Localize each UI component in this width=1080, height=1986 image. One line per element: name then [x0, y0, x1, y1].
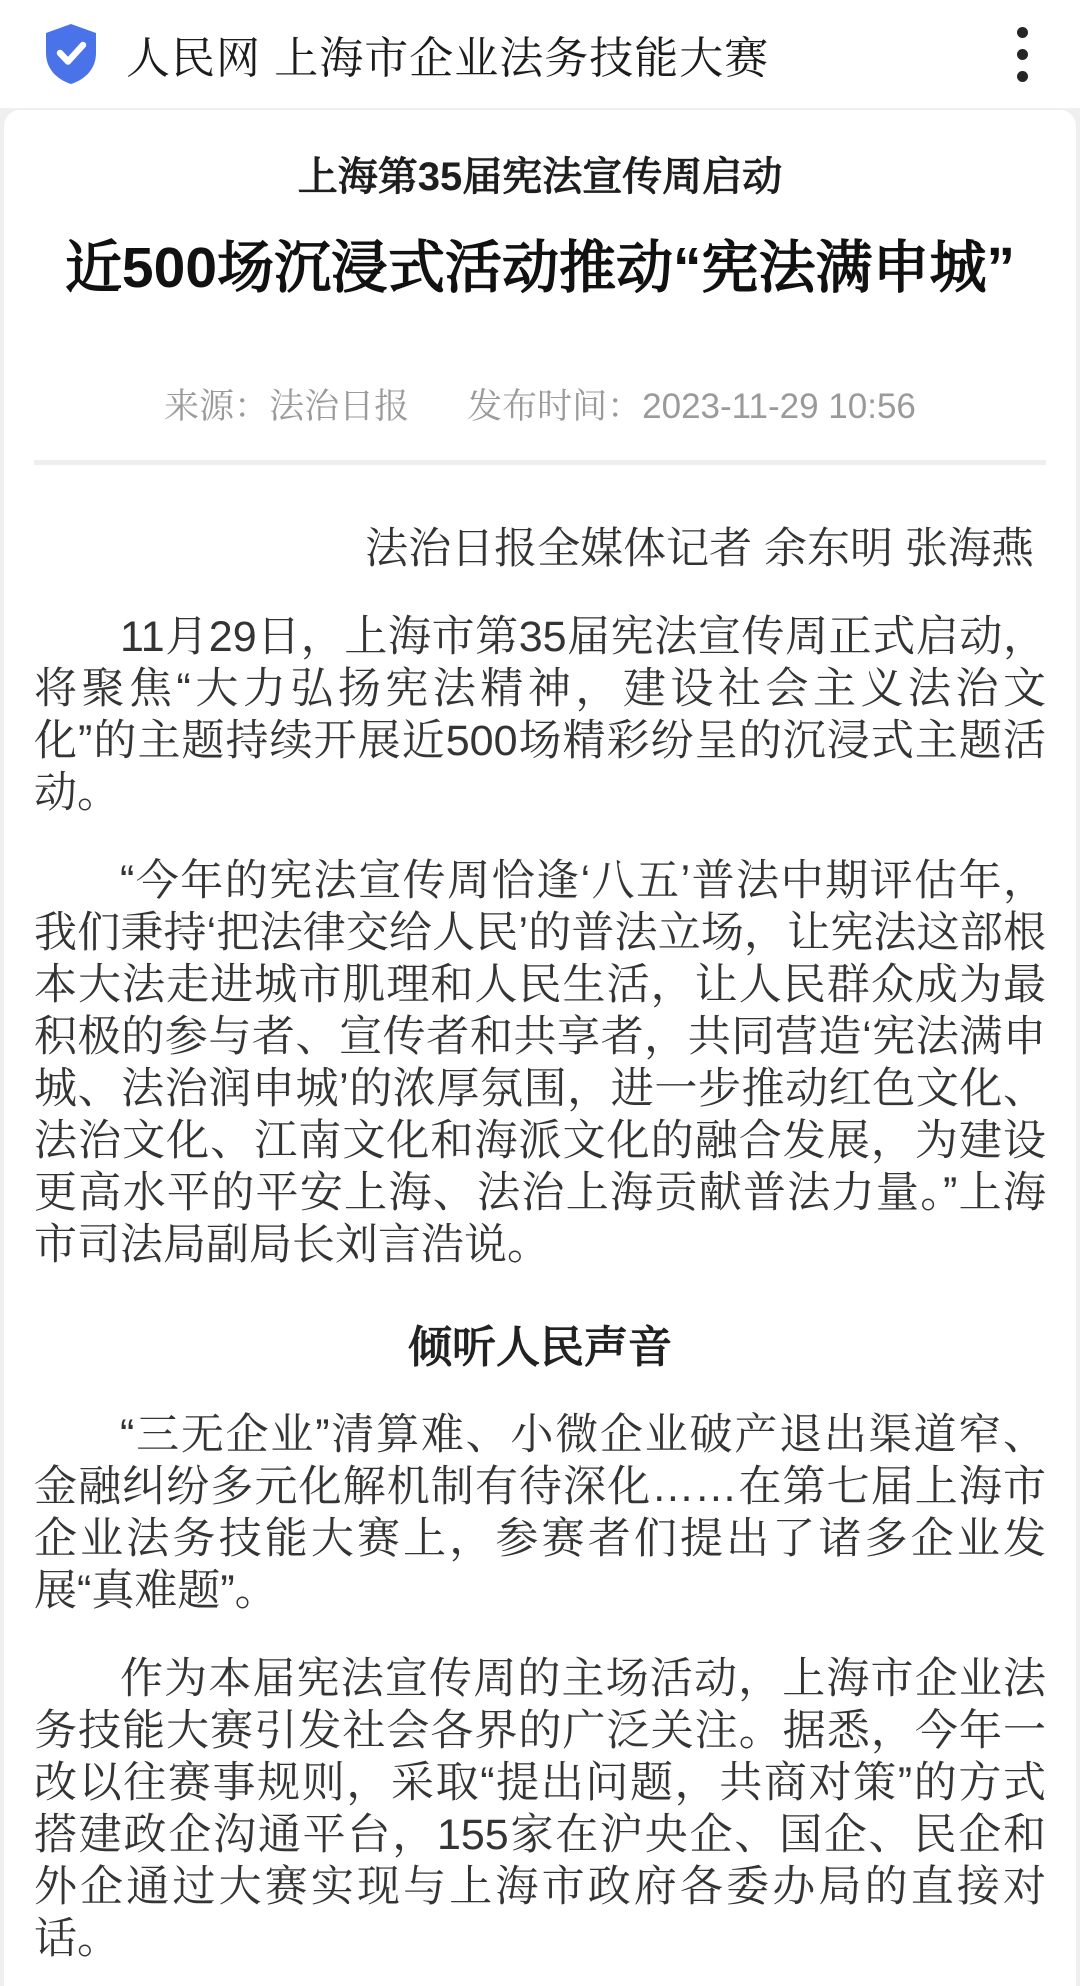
article-meta: [34, 384, 1046, 430]
article-publish-time: 发布时间：2023-11-29 10:56: [467, 387, 916, 426]
page-title: 人民网 上海市企业法务技能大赛: [126, 34, 770, 83]
article-card: [4, 110, 1076, 1986]
article-paragraph: 作为本届宪法宣传周的主场活动，上海市企业法务技能大赛引发社会各界的广泛关注。据悉，今年一改以往赛事规则，采取“提出问题，共商对策”的方式搭建政企沟通平台，155家在沪央企、国企、民企和外企通过大赛实现与上海市政府各委办局的直接对话。: [34, 1655, 1046, 1963]
article-paragraph: “今年的宪法宣传周恰逢‘八五’普法中期评估年，我们秉持‘把法律交给人民’的普法立场，让宪法这部根本大法走进城市肌理和人民生活，让人民群众成为最积极的参与者、宣传者和共享者，共同营造‘宪法满申城、法治润申城’的浓厚氛围，进一步推动红色文化、法治文化、江南文化和海派文化的融合发展，为建设更高水平的平安上海、法治上海贡献普法力量。”上海市司法局副局长刘言浩说。: [34, 857, 1046, 1269]
article-paragraph: 11月29日，上海市第35届宪法宣传周正式启动，将聚焦“大力弘扬宪法精神，建设社会主义法治文化”的主题持续开展近500场精彩纷呈的沉浸式主题活动。: [34, 613, 1046, 817]
app-header: [0, 0, 1080, 108]
article-source: 来源：法治日报: [164, 387, 410, 426]
article-subtitle: 上海第35届宪法宣传周启动: [297, 155, 783, 199]
section-heading: 倾听人民声音: [408, 1323, 672, 1372]
article-paragraph: “三无企业”清算难、小微企业破产退出渠道窄、金融纠纷多元化解机制有待深化……在第七届上海市企业法务技能大赛上，参赛者们提出了诸多企业发展“真难题”。: [34, 1411, 1046, 1615]
divider: [34, 460, 1046, 465]
article-headline: 近500场沉浸式活动推动“宪法满申城”: [64, 236, 1016, 300]
kebab-menu-icon[interactable]: [1009, 21, 1036, 88]
article-byline: 法治日报全媒体记者 余东明 张海燕: [365, 525, 1034, 573]
verified-shield-check-icon: [42, 22, 100, 86]
